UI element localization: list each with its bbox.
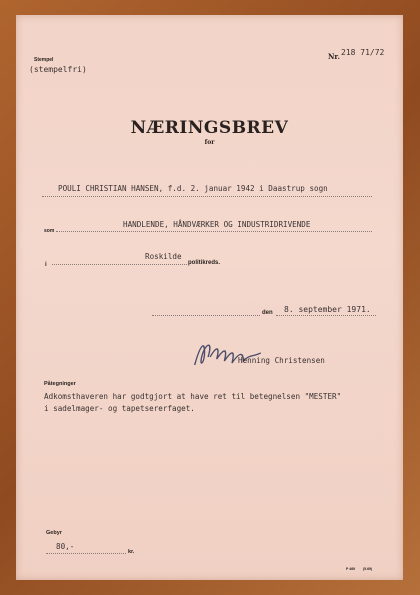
fee-unit: kr. — [128, 549, 135, 555]
name-dotted-line — [42, 196, 372, 197]
endorsement-line-2: i sadelmager- og tapetsererfaget. — [44, 404, 195, 413]
date-value: 8. september 1971. — [284, 305, 371, 314]
trade-dotted-line — [56, 231, 372, 232]
date-dotted-line — [276, 315, 376, 316]
stamp-label: Stempel — [34, 57, 54, 63]
date-den-label: den — [262, 310, 273, 316]
endorsement-line-1: Adkomsthaveren har godtgjort at have ret til betegnelsen "MESTER" — [44, 392, 342, 401]
title-for: for — [204, 139, 215, 146]
trade-value: HANDLENDE, HÅNDVÆRKER OG INDUSTRIDRIVENDE — [123, 220, 311, 229]
district-dotted-line — [52, 264, 187, 265]
stamp-value: (stempelfri) — [29, 65, 87, 74]
district-suffix: politikreds. — [188, 260, 221, 266]
number-value: 218 71/72 — [341, 48, 385, 57]
signatory-name: Henning Christensen — [238, 356, 325, 365]
form-code-date: (5.69) — [363, 567, 373, 571]
signature-scribble-icon — [189, 335, 268, 375]
number-prefix: Nr. — [328, 52, 340, 61]
district-prefix: i — [45, 262, 47, 268]
fee-dotted-line — [46, 553, 126, 554]
document-title: NÆRINGSBREV — [130, 118, 289, 138]
date-place-dotted-line — [152, 315, 260, 316]
fee-value: 80,- — [56, 542, 75, 551]
form-code: P 469 — [346, 567, 356, 571]
holder-name-line: POULI CHRISTIAN HANSEN, f.d. 2. januar 1942 i Daastrup sogn — [58, 184, 328, 193]
district-value: Roskilde — [145, 252, 182, 261]
fee-label: Gebyr — [46, 530, 62, 536]
trade-label: som — [44, 228, 55, 234]
document-paper — [16, 15, 403, 580]
endorsement-label: Påtegninger — [44, 381, 76, 387]
